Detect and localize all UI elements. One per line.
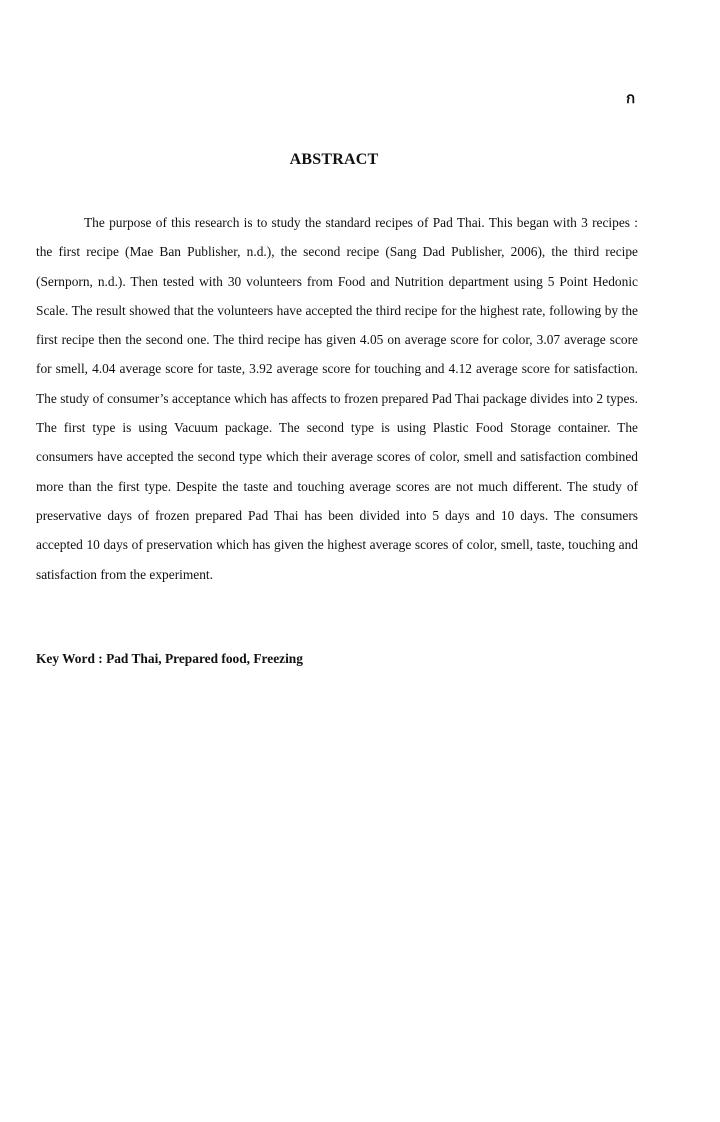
keywords bbox=[36, 651, 303, 667]
page-number: ก bbox=[626, 91, 636, 107]
keywords-terms: Pad Thai, Prepared food, Freezing bbox=[106, 651, 303, 666]
abstract-title: ABSTRACT bbox=[289, 151, 379, 168]
abstract-body: The purpose of this research is to study the standard recipes of Pad Thai. This began with 3 recipes : the first recipe (Mae Ban Publisher, n.d.), the second recipe (Sang Dad Publisher, 2006), the third recipe (Sernporn, n.d.). Then tested with 30 volunteers from Food and Nutrition department using 5 Point Hedonic Scale. The result showed that the volunteers have accepted the third recipe for the highest rate, following by the first recipe then the second one. The third recipe has given 4.05 on average score for color, 3.07 average score for smell, 4.04 average score for taste, 3.92 average score for touching and 4.12 average score for satisfaction. The study of consumer’s acceptance which has affects to frozen prepared Pad Thai package divides into 2 types. The first type is using Vacuum package. The second type is using Plastic Food Storage container. The consumers have accepted the second type which their average scores of color, smell and satisfaction combined more than the first type. Despite the taste and touching average scores are not much different. The study of preservative days of frozen prepared Pad Thai has been divided into 5 days and 10 days. The consumers accepted 10 days of preservation which has given the highest average scores of color, smell, taste, touching and satisfaction from the experiment. bbox=[36, 215, 638, 582]
keywords-label: Key Word : bbox=[36, 651, 107, 666]
